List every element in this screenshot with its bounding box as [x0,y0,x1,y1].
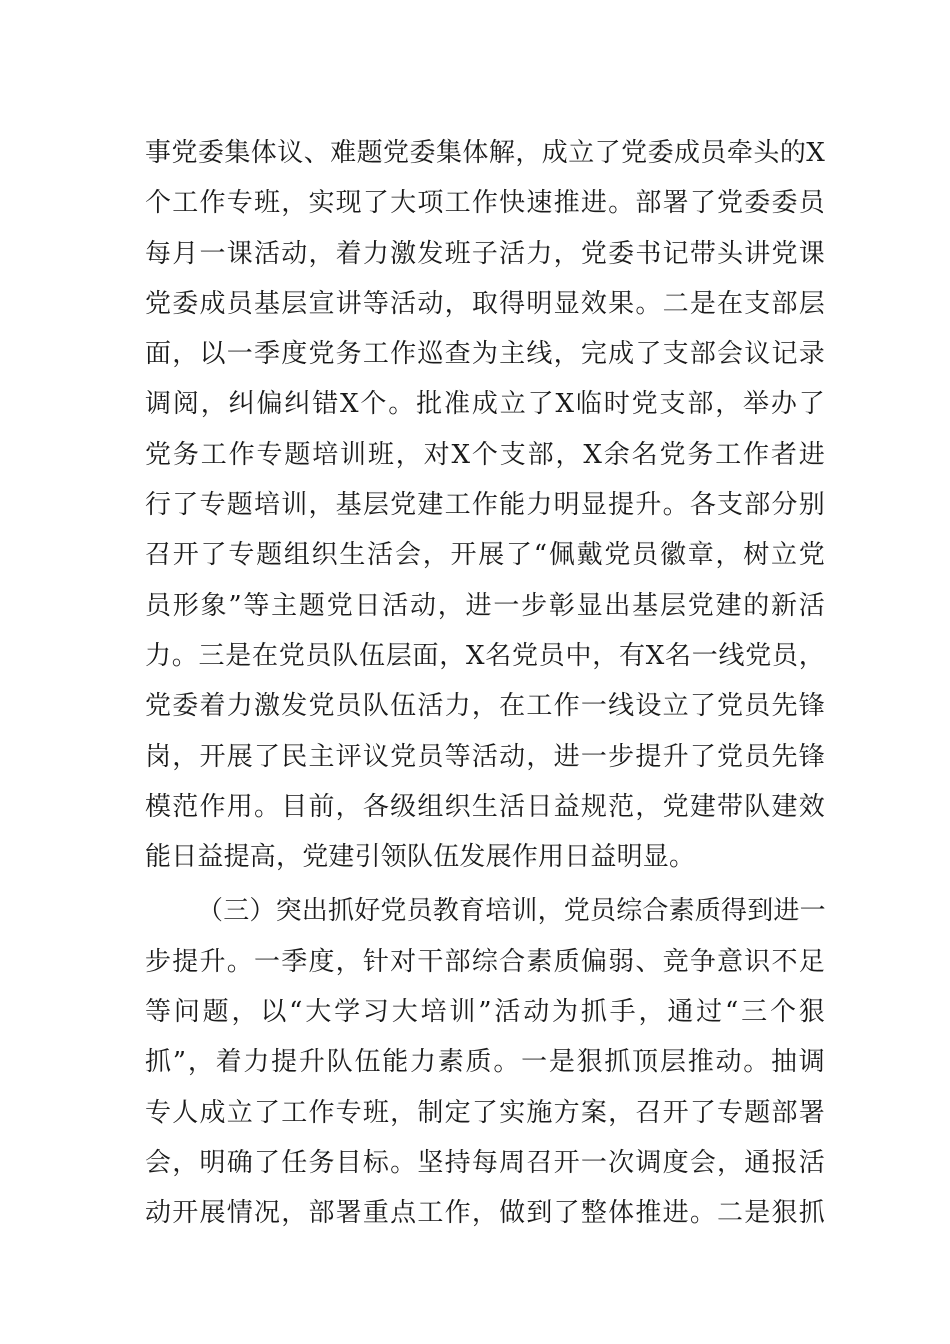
paragraph-2 [145,886,825,1238]
paragraph-line: 党委成员基层宣讲等活动，取得明显效果。二是在支部层 [145,288,825,319]
paragraph-line: 力。三是在党员队伍层面，X名党员中，有X名一线党员， [145,640,825,671]
document-body [145,128,825,1239]
paragraph-line: 会，明确了任务目标。坚持每周召开一次调度会，通报活 [145,1147,825,1178]
paragraph-line: 事党委集体议、难题党委集体解，成立了党委成员牵头的X [145,138,825,168]
paragraph-line: 每月一课活动，着力激发班子活力，党委书记带头讲党课 [145,238,825,269]
paragraph-line: 岗，开展了民主评议党员等活动，进一步提升了党员先锋 [145,741,825,772]
paragraph-line: 员形象”等主题党日活动，进一步彰显出基层党建的新活 [145,590,825,621]
paragraph-line: 等问题，以“大学习大培训”活动为抓手，通过“三个狠 [145,997,825,1028]
paragraph-line: （三）突出抓好党员教育培训，党员综合素质得到进一 [197,896,826,927]
paragraph-line: 面，以一季度党务工作巡查为主线，完成了支部会议记录 [145,339,825,370]
paragraph-1 [145,128,825,882]
paragraph-line: 行了专题培训，基层党建工作能力明显提升。各支部分别 [145,490,825,521]
paragraph-line: 专人成立了工作专班，制定了实施方案，召开了专题部署 [145,1097,825,1128]
paragraph-line: 个工作专班，实现了大项工作快速推进。部署了党委委员 [145,188,825,219]
paragraph-line: 能日益提高，党建引领队伍发展作用日益明显。 [145,842,696,873]
paragraph-line: 模范作用。目前，各级组织生活日益规范，党建带队建效 [145,791,825,822]
paragraph-line: 召开了专题组织生活会，开展了“佩戴党员徽章，树立党 [145,540,825,571]
paragraph-line: 党委着力激发党员队伍活力，在工作一线设立了党员先锋 [145,691,825,722]
paragraph-line: 党务工作专题培训班，对X个支部，X余名党务工作者进 [145,439,825,470]
paragraph-line: 抓”，着力提升队伍能力素质。一是狠抓顶层推动。抽调 [145,1047,825,1078]
paragraph-line: 调阅，纠偏纠错X个。批准成立了X临时党支部，举办了 [145,389,825,420]
paragraph-line: 步提升。一季度，针对干部综合素质偏弱、竞争意识不足 [145,946,825,977]
paragraph-line: 动开展情况，部署重点工作，做到了整体推进。二是狠抓 [145,1198,825,1229]
